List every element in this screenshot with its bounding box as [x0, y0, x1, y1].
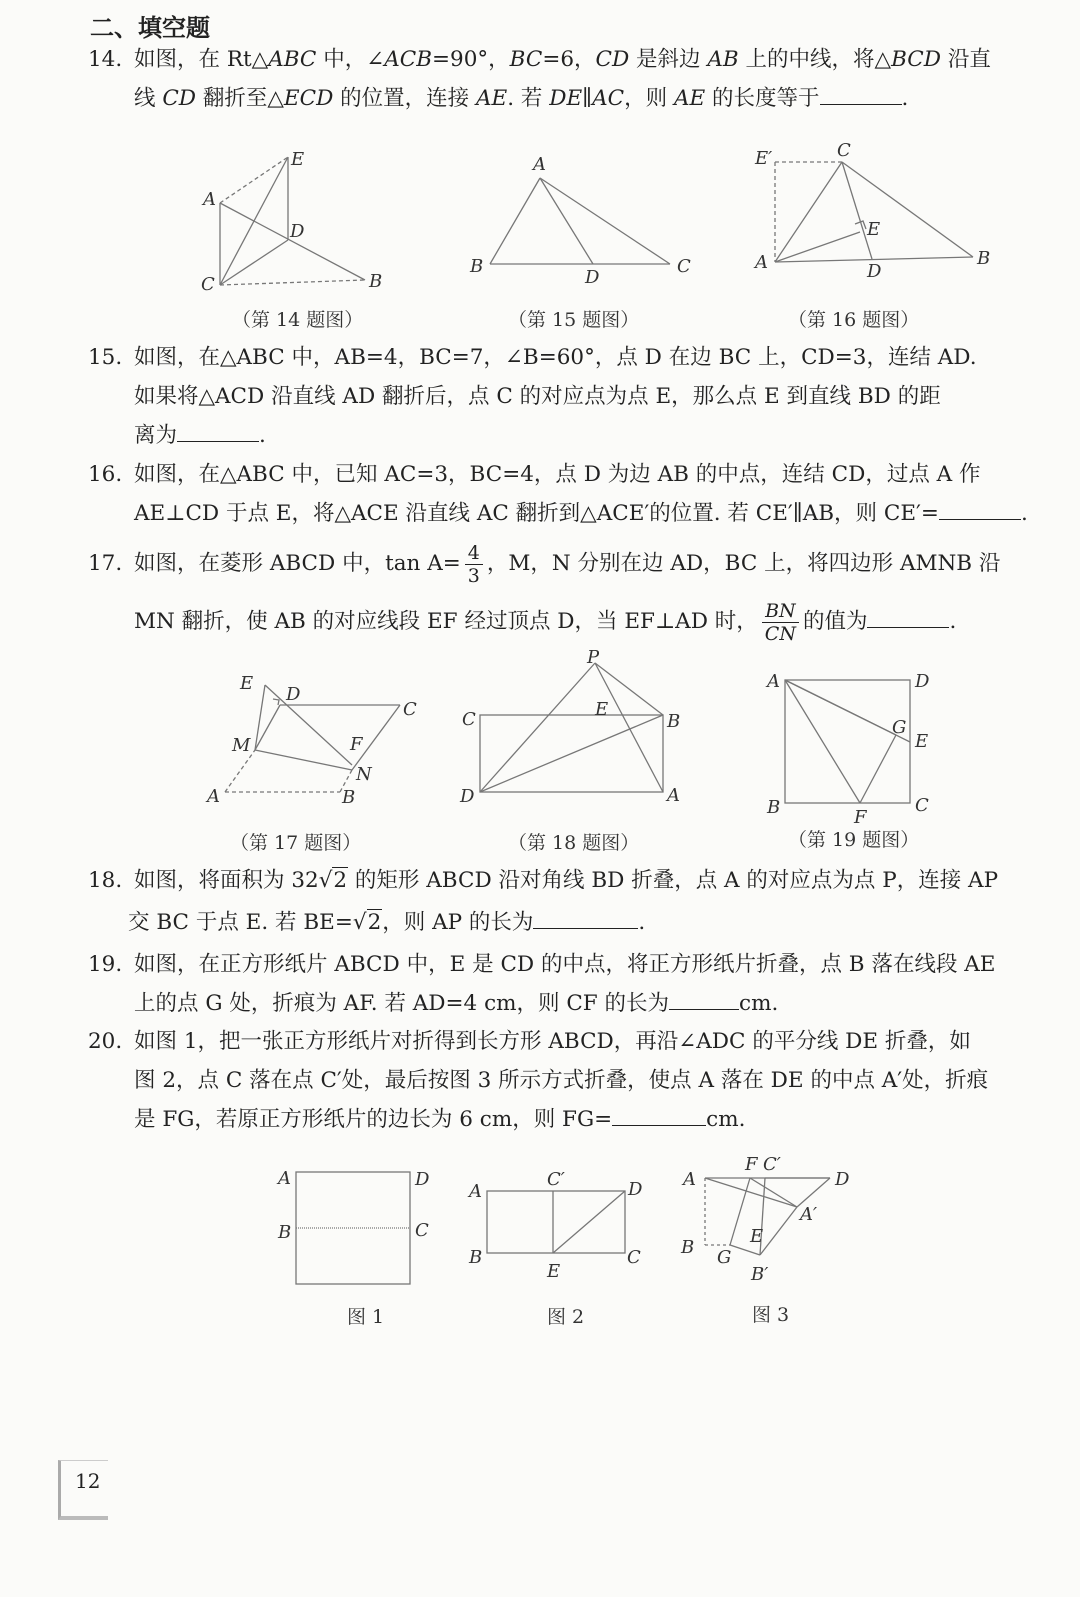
figure-20-1	[270, 1160, 440, 1304]
point-label: C	[627, 1247, 641, 1268]
caption-14: （第 14 题图）	[232, 309, 364, 331]
answer-blank[interactable]	[612, 1105, 706, 1126]
question-number: 14.	[88, 47, 123, 72]
point-label: E	[750, 1226, 764, 1247]
point-label: D	[415, 1169, 430, 1190]
point-label: A′	[800, 1204, 818, 1225]
answer-blank[interactable]	[669, 989, 739, 1010]
point-label: M	[232, 735, 251, 756]
point-label: C	[915, 795, 929, 816]
point-label: C	[403, 699, 417, 720]
figure-17	[200, 665, 430, 819]
point-label: F	[745, 1154, 758, 1175]
point-label: A	[683, 1169, 696, 1190]
caption-fig2: 图 2	[547, 1306, 585, 1328]
fraction: $\frac{4}{3}$	[465, 542, 483, 587]
point-label: C	[415, 1220, 429, 1241]
point-label: E	[547, 1261, 561, 1282]
answer-blank[interactable]	[867, 607, 949, 628]
point-label: G	[717, 1247, 732, 1268]
point-label: E′	[755, 148, 773, 169]
point-label: E	[595, 699, 609, 720]
point-label: B	[681, 1237, 695, 1258]
point-label: B	[342, 787, 356, 808]
point-label: B	[470, 256, 484, 277]
figure-19	[760, 665, 960, 839]
figure-15	[465, 150, 705, 294]
point-label: D	[835, 1169, 850, 1190]
point-label: C	[462, 709, 476, 730]
answer-blank[interactable]	[820, 84, 902, 105]
caption-18: （第 18 题图）	[508, 832, 640, 854]
point-label: G	[892, 717, 907, 738]
question-20: 20. 如图 1，把一张正方形纸片对折得到长方形 ABCD，再沿∠ADC 的平分线 DE 折叠，如 图 2，点 C 落在点 C′处，最后按图 3 所示方式折叠，使点 A 落在 DE 的中点 A′处，折痕 是 FG，若原正方形纸片的边长为 6 cm，则 FG= cm.	[88, 1029, 989, 1132]
caption-fig3: 图 3	[752, 1304, 790, 1326]
point-label: C′	[763, 1154, 781, 1175]
point-label: B	[977, 248, 991, 269]
question-17: 17. 如图，在菱形 ABCD 中，tan A= $\frac{4}{3}$ ，M，N 分别在边 AD，BC 上，将四边形 AMNB 沿 MN 翻折，使 AB 的对应线段 EF 经过顶点 D，当 EF⊥AD 时， $\frac{BN}{CN}$ 的值为 .	[88, 541, 1001, 645]
question-16: 16. 如图，在△ABC 中，已知 AC=3，BC=4，点 D 为边 AB 的中点，连结 CD，过点 A 作 AE⊥CD 于点 E，将△ACE 沿直线 AC 翻折到△ACE′的位置. 若 CE′∥AB，则 CE′= .	[88, 462, 1028, 526]
question-14: 14. 如图，在 Rt△ABC 中，∠ACB=90°，BC=6，CD 是斜边 AB 上的中线，将△BCD 沿直 线 CD 翻折至△ECD 的位置，连接 AE. 若 DE∥AC，则 AE 的长度等于 .	[88, 40, 1060, 118]
caption-15: （第 15 题图）	[508, 309, 640, 331]
point-label: E	[291, 149, 305, 170]
point-label: E	[240, 673, 254, 694]
point-label: B	[278, 1222, 292, 1243]
figure-20-2	[465, 1165, 665, 1289]
point-label: D	[290, 221, 305, 242]
point-label: A	[755, 252, 768, 273]
caption-16: （第 16 题图）	[788, 309, 920, 331]
point-label: C	[201, 274, 215, 295]
figure-14	[195, 145, 395, 309]
point-label: C′	[547, 1169, 565, 1190]
point-label: B	[767, 797, 781, 818]
point-label: C	[837, 140, 851, 161]
answer-blank[interactable]	[533, 908, 638, 929]
section-title: 二、填空题	[90, 14, 210, 42]
page-number: 12	[58, 1460, 108, 1520]
fraction: $\frac{BN}{CN}$	[762, 600, 799, 645]
point-label: F	[854, 807, 867, 828]
point-label: A	[533, 154, 546, 175]
question-19: 19. 如图，在正方形纸片 ABCD 中，E 是 CD 的中点，将正方形纸片折叠，点 B 落在线段 AE 上的点 G 处，折痕为 AF. 若 AD=4 cm，则 CF 的长为 cm.	[88, 952, 996, 1016]
point-label: B	[369, 271, 383, 292]
caption-19: （第 19 题图）	[788, 829, 920, 851]
point-label: A	[469, 1181, 482, 1202]
question-15: 15. 如图，在△ABC 中，AB=4，BC=7，∠B=60°，点 D 在边 BC 上，CD=3，连结 AD. 如果将△ACD 沿直线 AD 翻折后，点 C 的对应点为点 E，那么点 E 到直线 BD 的距 离为 .	[88, 345, 977, 448]
point-label: D	[286, 684, 301, 705]
point-label: D	[628, 1179, 643, 1200]
point-label: F	[350, 734, 363, 755]
point-label: B′	[751, 1264, 769, 1285]
point-label: B	[667, 711, 681, 732]
point-label: E	[867, 219, 881, 240]
point-label: N	[356, 764, 372, 785]
answer-blank[interactable]	[939, 499, 1021, 520]
question-18: 18. 如图，将面积为 32√2 的矩形 ABCD 沿对角线 BD 折叠，点 A 的对应点为点 P，连接 AP 交 BC 于点 E. 若 BE=√2，则 AP 的长为 .	[88, 868, 999, 935]
point-label: B	[469, 1247, 483, 1268]
figure-16	[745, 140, 1005, 284]
point-label: P	[587, 647, 600, 668]
point-label: E	[915, 731, 929, 752]
point-label: A	[207, 786, 220, 807]
point-label: A	[667, 785, 680, 806]
point-label: A	[203, 189, 216, 210]
point-label: A	[767, 671, 780, 692]
caption-17: （第 17 题图）	[230, 832, 362, 854]
point-label: D	[915, 671, 930, 692]
point-label: A	[278, 1168, 291, 1189]
point-label: D	[867, 261, 882, 282]
figure-20-3	[675, 1150, 875, 1294]
point-label: C	[677, 256, 691, 277]
point-label: D	[460, 786, 475, 807]
figure-18	[455, 645, 695, 819]
caption-fig1: 图 1	[347, 1306, 385, 1328]
answer-blank[interactable]	[177, 421, 259, 442]
point-label: D	[585, 267, 600, 288]
